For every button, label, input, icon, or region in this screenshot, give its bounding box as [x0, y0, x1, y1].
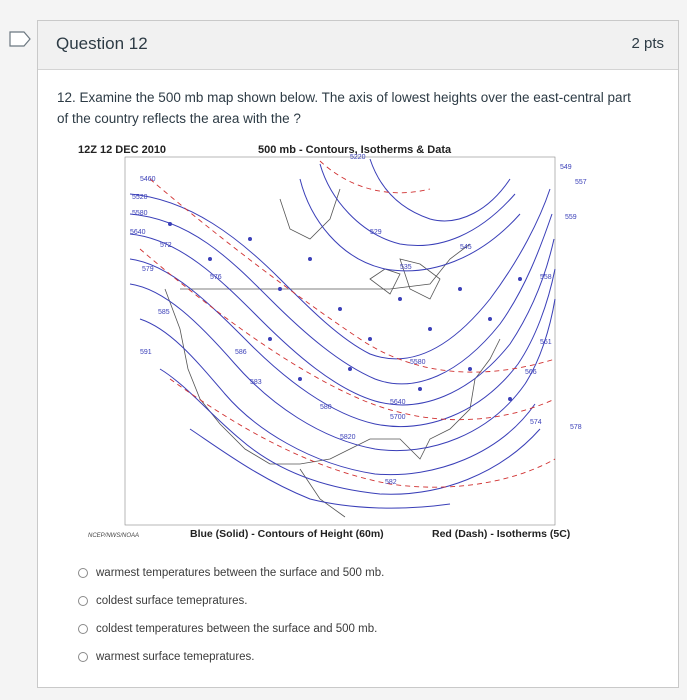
- svg-text:5580: 5580: [132, 210, 148, 217]
- answer-label: warmest surface temepratures.: [96, 651, 255, 663]
- svg-text:557: 557: [575, 179, 587, 186]
- answer-option[interactable]: [78, 587, 384, 615]
- answer-option[interactable]: [78, 643, 384, 671]
- answer-label: coldest surface temepratures.: [96, 595, 248, 607]
- height-contours: [130, 159, 555, 508]
- svg-text:5820: 5820: [340, 434, 356, 441]
- svg-text:580: 580: [320, 404, 332, 411]
- map-title: 500 mb - Contours, Isotherms & Data: [258, 144, 452, 156]
- svg-text:5700: 5700: [390, 414, 406, 421]
- svg-text:529: 529: [370, 229, 382, 236]
- svg-text:5640: 5640: [130, 229, 146, 236]
- svg-text:582: 582: [385, 479, 397, 486]
- question-text: 12. Examine the 500 mb map shown below. The axis of lowest heights over the east-central part of the country reflects the area with the ?: [57, 90, 631, 126]
- svg-text:558: 558: [540, 274, 552, 281]
- svg-text:576: 576: [210, 274, 222, 281]
- radio-button[interactable]: [78, 568, 88, 578]
- map-legend-red: Red (Dash) - Isotherms (5C): [432, 528, 571, 540]
- svg-text:549: 549: [560, 164, 572, 171]
- svg-text:579: 579: [142, 266, 154, 273]
- question-header: [38, 21, 678, 70]
- svg-text:545: 545: [460, 244, 472, 251]
- radio-button[interactable]: [78, 596, 88, 606]
- answer-option[interactable]: [78, 615, 384, 643]
- answer-label: coldest temperatures between the surface and 500 mb.: [96, 623, 378, 635]
- svg-text:561: 561: [540, 339, 552, 346]
- svg-text:535: 535: [400, 264, 412, 271]
- answer-list: [78, 559, 384, 671]
- question-card: [37, 20, 679, 688]
- svg-text:5640: 5640: [390, 399, 406, 406]
- map-credit: NCEP/NWS/NOAA: [88, 533, 140, 539]
- svg-text:5520: 5520: [132, 194, 148, 201]
- svg-text:559: 559: [565, 214, 577, 221]
- svg-text:585: 585: [158, 309, 170, 316]
- svg-text:586: 586: [235, 349, 247, 356]
- answer-option[interactable]: [78, 559, 384, 587]
- svg-text:5460: 5460: [140, 176, 156, 183]
- svg-text:574: 574: [530, 419, 542, 426]
- flag-question-icon[interactable]: [8, 31, 32, 47]
- question-points: 2 pts: [631, 35, 664, 52]
- svg-text:5220: 5220: [350, 154, 366, 161]
- svg-text:572: 572: [160, 242, 172, 249]
- svg-text:578: 578: [570, 424, 582, 431]
- radio-button[interactable]: [78, 624, 88, 634]
- map-legend-blue: Blue (Solid) - Contours of Height (60m): [190, 528, 384, 540]
- station-plots: [130, 154, 587, 486]
- question-title: Question 12: [56, 34, 148, 53]
- svg-text:591: 591: [140, 349, 152, 356]
- svg-text:583: 583: [250, 379, 262, 386]
- svg-text:566: 566: [525, 369, 537, 376]
- map-datetime: 12Z 12 DEC 2010: [78, 144, 167, 156]
- weather-map-image: [70, 139, 590, 544]
- weather-map-svg: [70, 139, 590, 544]
- radio-button[interactable]: [78, 652, 88, 662]
- answer-label: warmest temperatures between the surface and 500 mb.: [96, 567, 385, 579]
- svg-text:5580: 5580: [410, 359, 426, 366]
